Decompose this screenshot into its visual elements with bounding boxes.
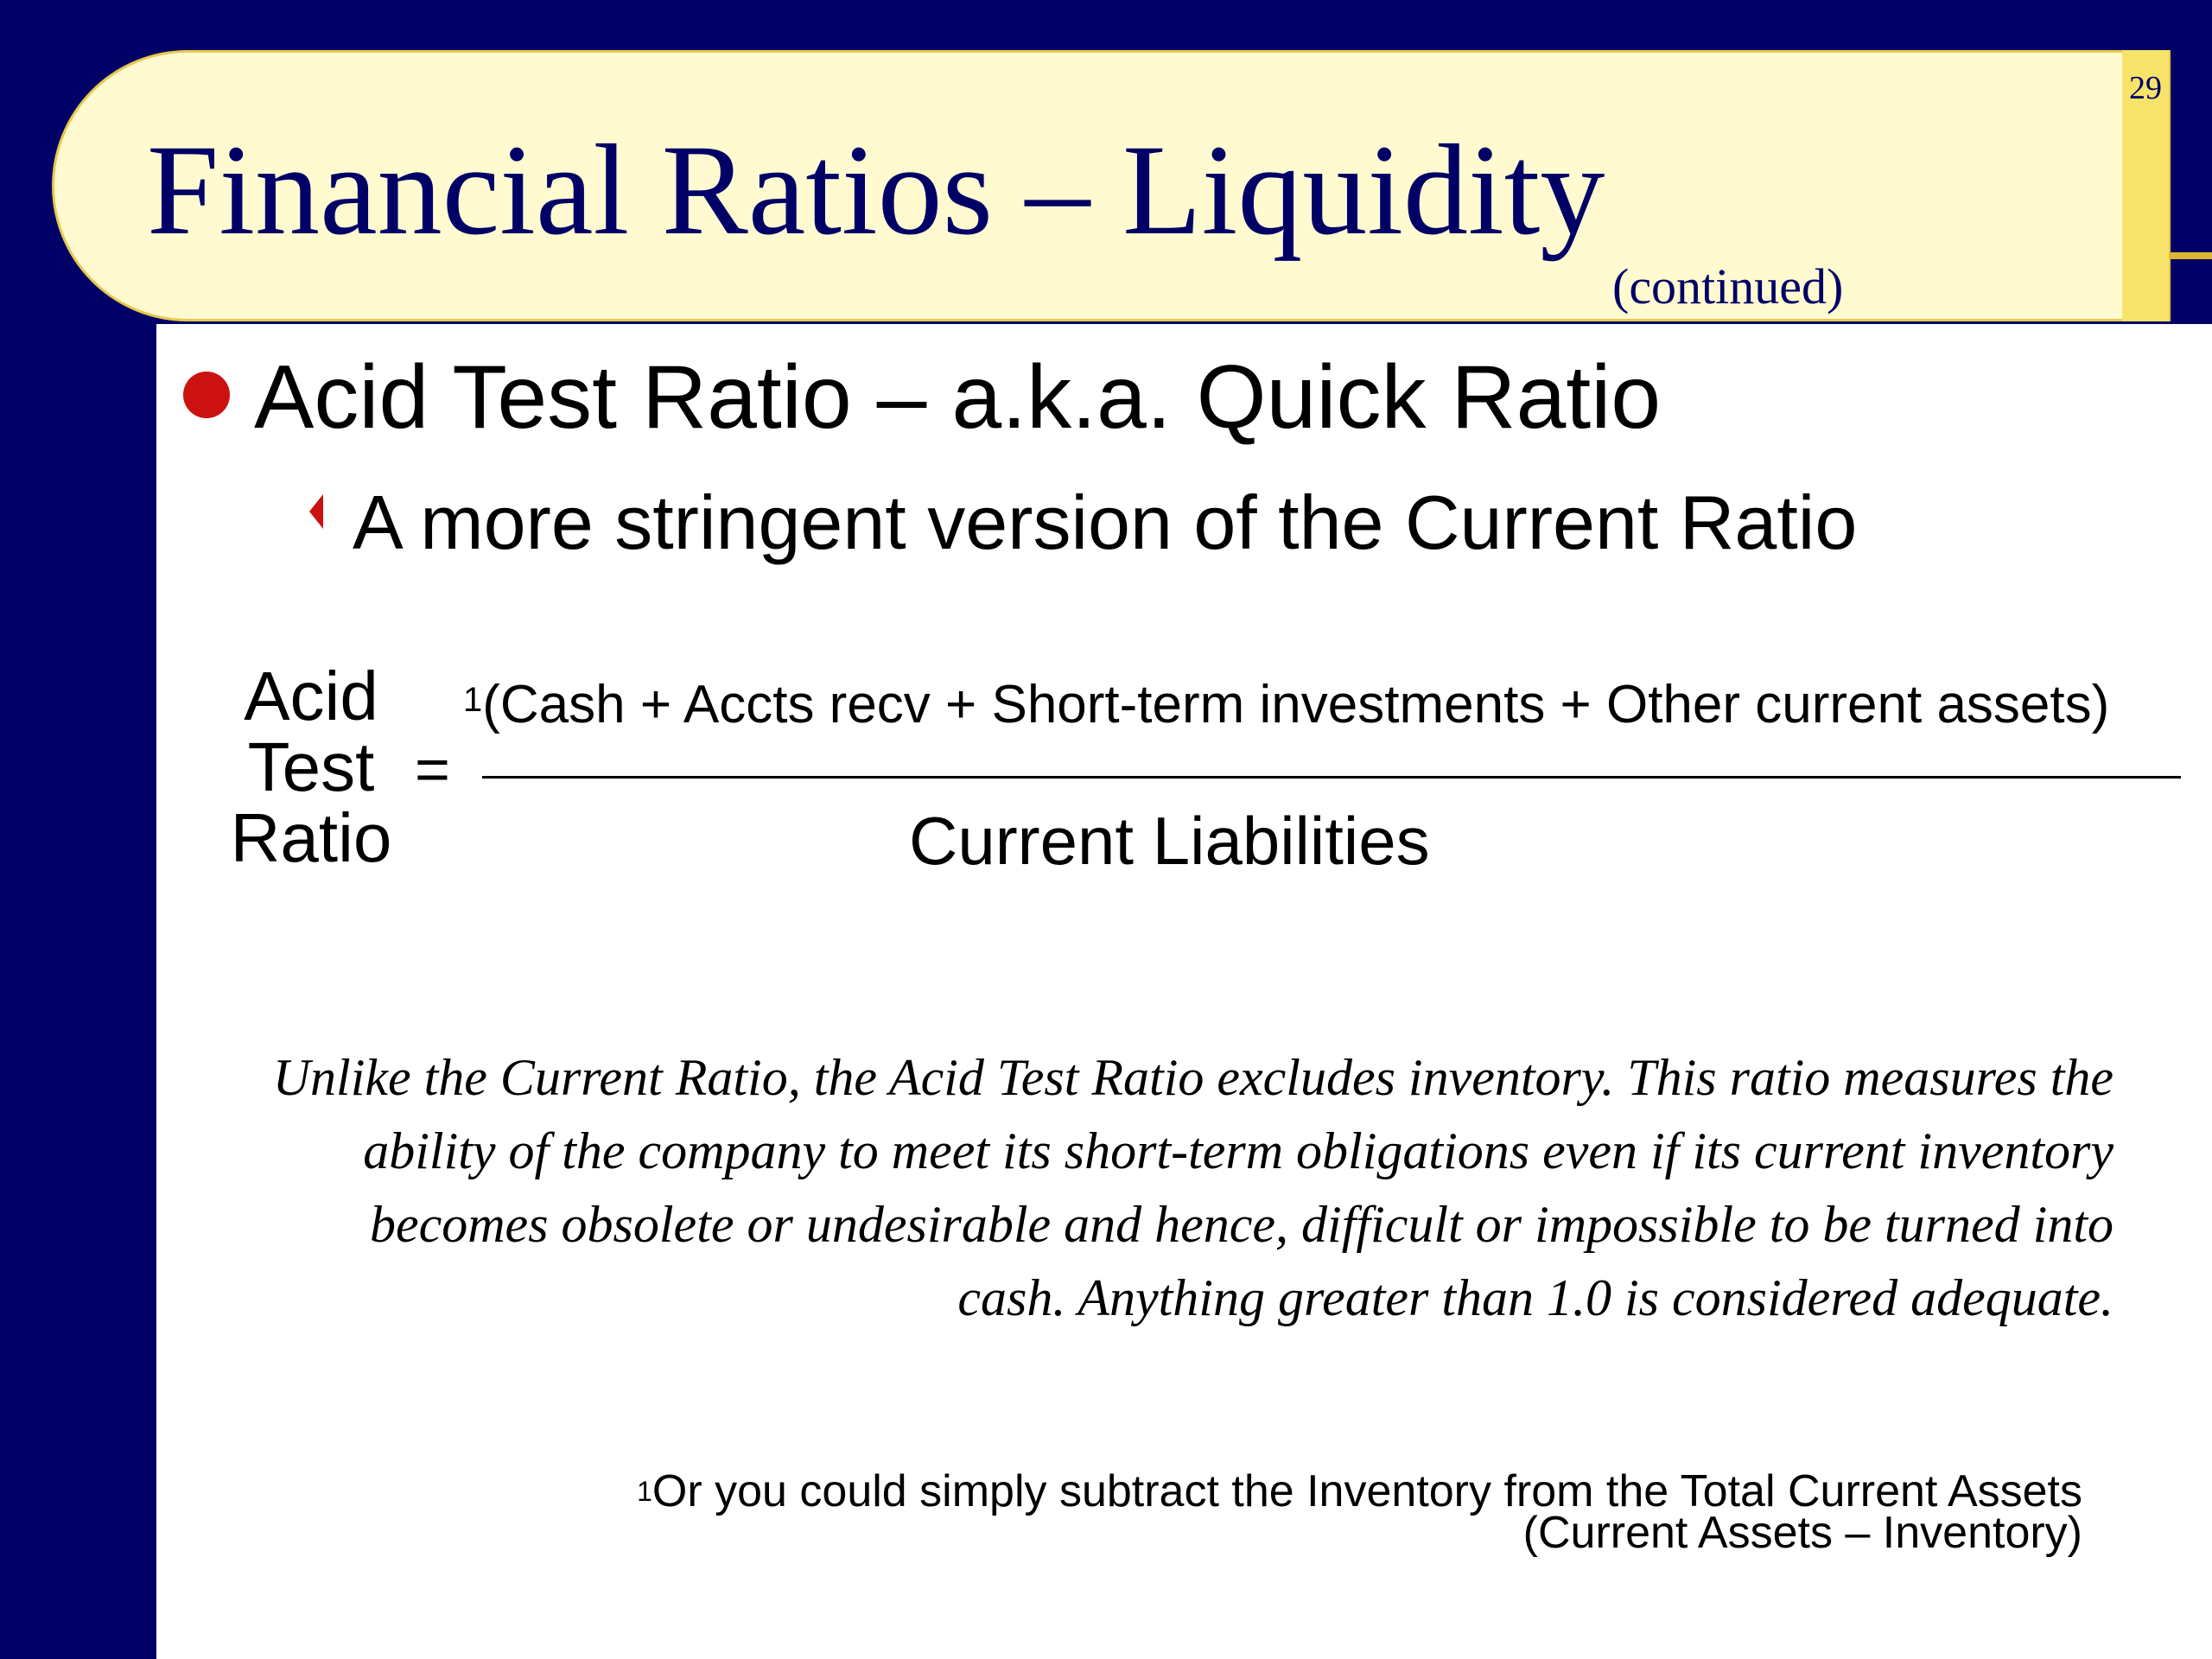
footnote-marker: 1: [637, 1476, 652, 1507]
formula-numerator: [463, 667, 2109, 743]
explanation-text: Unlike the Current Ratio, the Acid Test Ratio excludes inventory. This ratio measures the ability of the company to meet its short-term obligations even if its current inventory becomes obsolete or undesirable and hence, difficult or impossible to be turned into cash. Anything greater than 1.0 is considered adequate.: [272, 1049, 2113, 1326]
footnote: [432, 1466, 2082, 1558]
bullet-dot-icon: [183, 372, 230, 418]
footnote-line: [432, 1466, 2082, 1516]
formula-lhs-line: Acid: [244, 658, 378, 734]
slide-number: 29: [2129, 70, 2162, 106]
slide-title: Financial Ratios – Liquidity: [147, 118, 1605, 262]
formula-lhs-line: Test: [247, 728, 375, 805]
sub-bullet-arrow-icon: [309, 494, 323, 529]
footnote-line-1: Or you could simply subtract the Inventory from the Total Current Assets: [652, 1466, 2082, 1516]
slide-subtitle: (continued): [1612, 258, 1844, 315]
fraction-line: [482, 776, 2181, 779]
formula-equals: =: [415, 735, 450, 803]
numerator-text: (Cash + Accts recv + Short-term investments + Other current assets): [482, 675, 2110, 734]
footnote-line-2: (Current Assets – Inventory): [1522, 1508, 2082, 1558]
numerator-footnote-marker: 1: [463, 681, 483, 719]
formula-denominator: Current Liabilities: [909, 803, 1430, 879]
formula-lhs: [207, 658, 415, 876]
bullet-text: Acid Test Ratio – a.k.a. Quick Ratio: [254, 347, 1662, 448]
sub-bullet-text: A more stringent version of the Current Ratio: [353, 480, 1858, 565]
title-accent-line: [2169, 252, 2212, 259]
formula-lhs-line: Ratio: [230, 799, 392, 876]
